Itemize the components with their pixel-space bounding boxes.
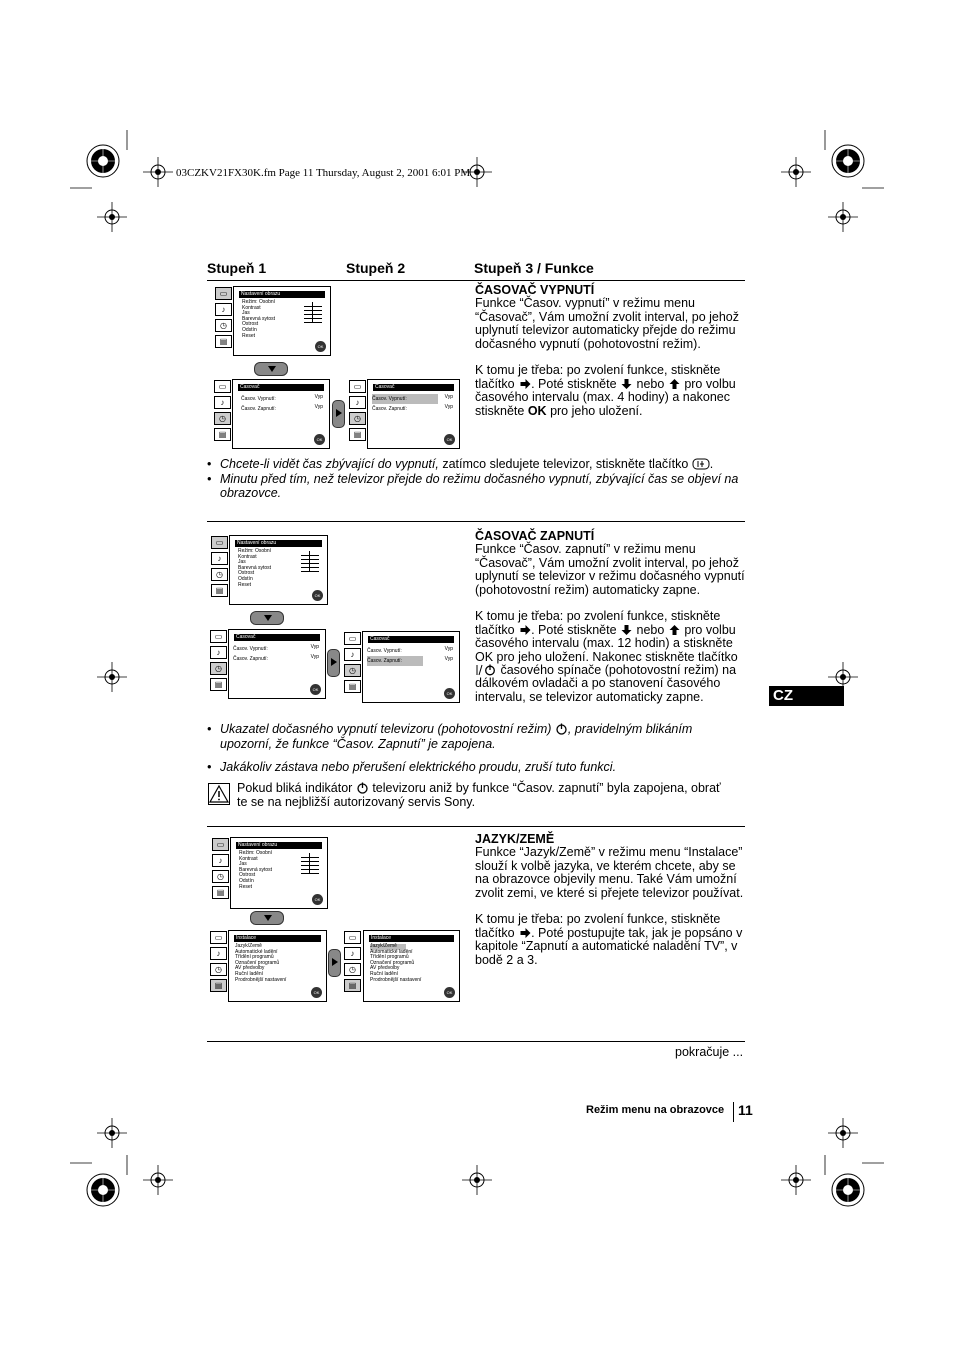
menu-item: Časov. Vypnutí:	[241, 396, 276, 402]
right-arrow-icon	[518, 624, 531, 636]
section-off-timer-text	[475, 284, 747, 418]
timer-icon: ◷	[349, 412, 366, 425]
timer-menu-screen	[228, 629, 326, 699]
menu-icon-column	[214, 380, 232, 444]
section-on-timer-notes	[207, 722, 747, 775]
bullet-item: • Minutu před tím, než televizor přejde do režimu dočasného vypnutí, zbývající čas se objeví na obrazovce.	[207, 472, 747, 501]
down-arrow-icon	[620, 624, 633, 636]
menu-item: Prodrobnější nastavení	[370, 976, 422, 983]
paragraph: K tomu je třeba: po zvolení funkce, stiskněte tlačítko . Poté stiskněte nebo pro volbu časového intervalu (max. 12 hodin) a stiskněte OK pro jeho uložení. Nakonec stiskněte tlačítko časového spínače (pohotovostní režim) na dálkovém ovladači a po stanovení časového intervalu, se televizor automaticky zapne.	[475, 609, 738, 704]
menu-icon-column	[344, 931, 362, 995]
picture-icon: ▭	[344, 931, 361, 944]
bullet-item: • Ukazatel dočasného vypnutí televizoru (pohotovostní režim) , pravidelným blikáním upozorní, že funkce “Časov. Zapnutí” je zapojena.	[207, 722, 747, 751]
picture-icon: ▭	[210, 630, 227, 643]
paragraph: Funkce “Jazyk/Země” v režimu menu “Instalace” slouží k volbě jazyka, ve kterém chcete, aby se na obrazovce objevily menu. Také Vám umožní zvolit zemi, ve které si přejete televizor používat.	[475, 845, 744, 900]
step1-heading: Stupeň 1	[207, 260, 267, 276]
install-icon: ▤	[210, 678, 227, 691]
install-icon: ▤	[344, 680, 361, 693]
right-nav-button-icon	[328, 949, 341, 977]
sound-icon: ♪	[344, 648, 361, 661]
warning-icon	[208, 783, 230, 805]
timer-icon: ◷	[212, 870, 229, 883]
footer-section-title: Režim menu na obrazovce	[586, 1104, 725, 1116]
ok-button-icon: OK	[314, 434, 325, 445]
picture-icon: ▭	[214, 380, 231, 393]
menu-item: Automatické ladění	[235, 948, 278, 955]
menu-item: Režim: Osobní	[238, 548, 272, 554]
timer-icon: ◷	[211, 568, 228, 581]
menu-value: Vyp	[310, 654, 319, 660]
divider	[207, 1041, 745, 1042]
right-arrow-icon	[518, 378, 531, 390]
menu-item: Označení programů	[370, 959, 415, 966]
menu-item: Barevná sytost	[242, 315, 276, 322]
sound-icon: ♪	[344, 947, 361, 960]
ok-button-icon: OK	[312, 590, 323, 601]
ok-button-icon: OK	[315, 341, 326, 352]
paragraph: Funkce “Časov. zapnutí” v režimu menu “Časovač”, Vám umožní zvolit interval, po jehož uplynutí se televizor v režimu dočasného vypnutí (pohotovostní režim) automaticky zapne.	[475, 542, 745, 597]
install-icon: ▤	[344, 979, 361, 992]
picture-icon: ▭	[211, 536, 228, 549]
ok-button-icon: OK	[311, 987, 322, 998]
up-arrow-icon	[668, 378, 681, 390]
menu-item: Kontrast	[239, 855, 258, 862]
paragraph: K tomu je třeba: po zvolení funkce, stiskněte tlačítko . Poté postupujte tak, jak je popsáno v kapitole “Zapnutí a automatické naladění TV”, v bodě 2 a 3.	[475, 912, 743, 967]
menu-items	[242, 300, 275, 339]
timer-menu-screen-selected	[362, 631, 460, 703]
timer-icon: ◷	[344, 963, 361, 976]
picture-icon: ▭	[212, 838, 229, 851]
timer-icon: ◷	[214, 412, 231, 425]
menu-item: Ruční ladění	[235, 970, 264, 977]
standby-icon	[356, 782, 369, 794]
up-arrow-icon	[668, 624, 681, 636]
bullet-item: • Jakákoliv zástava nebo přerušení elektrického proudu, zruší tuto funkci.	[207, 760, 747, 775]
menu-item: Reset	[239, 883, 253, 890]
install-icon: ▤	[210, 979, 227, 992]
file-header: 03CZKV21FX30K.fm Page 11 Thursday, August 2, 2001 6:01 PM	[176, 167, 471, 179]
sound-icon: ♪	[212, 854, 229, 867]
menu-value: Vyp	[310, 644, 319, 650]
right-nav-button-icon	[327, 649, 340, 677]
picture-menu-screen	[230, 837, 328, 909]
picture-menu-screen	[229, 535, 328, 605]
sound-icon: ♪	[211, 552, 228, 565]
menu-title: Časovač	[373, 384, 454, 391]
menu-item: Barevná sytost	[239, 866, 273, 873]
menu-item: Třídění programů	[370, 954, 409, 961]
menu-title: Nastavení obrazu	[236, 842, 322, 849]
menu-item: Časov. Zapnutí:	[372, 406, 407, 412]
install-icon: ▤	[215, 335, 232, 348]
info-button-icon	[692, 458, 710, 470]
menu-title: Instalace	[234, 935, 321, 942]
menu-icon-column	[212, 838, 230, 902]
menu-title: Nastavení obrazu	[235, 540, 322, 547]
menu-item: Jas	[242, 310, 250, 317]
menu-item: Ostrost	[239, 872, 256, 879]
menu-icon-column	[210, 931, 228, 995]
menu-value: Vyp	[444, 646, 453, 652]
slider-marks	[301, 854, 319, 874]
menu-title: Instalace	[369, 935, 454, 942]
menu-item: Režim: Osobní	[239, 850, 273, 856]
sound-icon: ♪	[349, 396, 366, 409]
menu-icon-column	[349, 380, 367, 444]
paragraph: K tomu je třeba: po zvolení funkce, stiskněte tlačítko . Poté stiskněte nebo pro volbu časového intervalu (max. 4 hodiny) a nakonec stiskněte OK pro jeho uložení.	[475, 363, 736, 418]
timer-icon: ◷	[210, 662, 227, 675]
ok-button-icon: OK	[444, 434, 455, 445]
continued-label: pokračuje ...	[675, 1045, 744, 1059]
sound-icon: ♪	[210, 947, 227, 960]
timer-icon: ◷	[344, 664, 361, 677]
menu-item: Barevná sytost	[238, 564, 272, 571]
install-icon: ▤	[214, 428, 231, 441]
timer-menu-screen	[232, 379, 330, 449]
install-icon: ▤	[211, 584, 228, 597]
menu-item: Jazyk/Země	[235, 943, 262, 949]
menu-item: AV předvolby	[235, 965, 265, 972]
menu-item: Odstín	[242, 326, 257, 333]
section-title: ČASOVAČ VYPNUTÍ	[475, 283, 595, 297]
install-icon: ▤	[212, 886, 229, 899]
right-arrow-icon	[518, 927, 531, 939]
menu-item-highlighted: Časov. Zapnutí:	[367, 656, 423, 666]
menu-title: Časovač	[368, 636, 454, 643]
menu-item: Odstín	[239, 877, 254, 884]
sound-icon: ♪	[214, 396, 231, 409]
timer-icon: ◷	[210, 963, 227, 976]
menu-value: Vyp	[444, 656, 453, 662]
menu-item: AV předvolby	[370, 965, 400, 972]
menu-item: Reset	[242, 332, 256, 339]
down-nav-button-icon	[250, 611, 284, 625]
install-icon: ▤	[349, 428, 366, 441]
down-arrow-icon	[620, 378, 633, 390]
page-number: 11	[738, 1102, 753, 1118]
picture-icon: ▭	[215, 287, 232, 300]
menu-value: Vyp	[314, 404, 323, 410]
menu-title: Časovač	[234, 634, 320, 641]
menu-item: Časov. Vypnutí:	[367, 648, 402, 654]
install-menu-screen	[228, 930, 327, 1002]
step2-heading: Stupeň 2	[346, 260, 406, 276]
menu-icon-column	[210, 630, 228, 694]
section-title: ČASOVAČ ZAPNUTÍ	[475, 529, 595, 543]
down-nav-button-icon	[254, 362, 288, 376]
ok-button-icon: OK	[312, 894, 323, 905]
timer-icon: ◷	[215, 319, 232, 332]
menu-icon-column	[344, 632, 362, 696]
slider-marks	[304, 303, 322, 323]
section-off-timer-notes	[207, 457, 747, 501]
footer-divider	[733, 1102, 734, 1122]
warning-text: Pokud bliká indikátor televizoru aniž by funkce “Časov. zapnutí” byla zapojena, obrať te se na nejbližší autorizovaný servis Sony.	[237, 781, 721, 809]
picture-icon: ▭	[210, 931, 227, 944]
ok-button-icon: OK	[310, 684, 321, 695]
menu-item: Ostrost	[238, 570, 255, 577]
menu-item: Automatické ladění	[370, 948, 413, 955]
sound-icon: ♪	[210, 646, 227, 659]
paragraph: Funkce “Časov. vypnutí” v režimu menu “Časovač”, Vám umožní zvolit interval, po jehož uplynutí televizor automaticky přejde do režimu dočasného vypnutí (pohotovostní režim).	[475, 296, 739, 351]
menu-item: Třídění programů	[235, 954, 274, 961]
ok-button-icon: OK	[444, 987, 455, 998]
picture-menu-screen	[233, 286, 331, 356]
divider	[207, 280, 745, 281]
menu-item: Časov. Vypnutí:	[233, 646, 268, 652]
down-nav-button-icon	[250, 911, 284, 925]
menu-item: Kontrast	[238, 553, 257, 560]
divider	[207, 826, 745, 827]
menu-item: Ostrost	[242, 321, 259, 328]
menu-title: Časovač	[238, 384, 324, 391]
menu-value: Vyp	[314, 394, 323, 400]
bullet-item: • Chcete-li vidět čas zbývající do vypnutí, zatímco sledujete televizor, stiskněte tlačítko .	[207, 457, 747, 472]
standby-timer-icon	[475, 664, 497, 676]
menu-item: Označení programů	[235, 959, 280, 966]
picture-icon: ▭	[349, 380, 366, 393]
menu-value: Vyp	[444, 394, 453, 400]
menu-item-highlighted: Časov. Vypnutí:	[372, 394, 438, 404]
menu-item: Reset	[238, 581, 252, 588]
right-nav-button-icon	[332, 400, 345, 428]
section-on-timer-text	[475, 530, 747, 704]
menu-icon-column	[211, 536, 229, 600]
step3-heading: Stupeň 3 / Funkce	[474, 260, 594, 276]
timer-menu-screen-selected	[367, 379, 460, 449]
section-title: JAZYK/ZEMĚ	[475, 832, 555, 846]
sound-icon: ♪	[215, 303, 232, 316]
slider-marks	[301, 552, 319, 572]
menu-item: Jas	[238, 559, 246, 566]
menu-item: Ruční ladění	[370, 970, 399, 977]
install-menu-screen-selected	[363, 930, 460, 1002]
menu-item: Časov. Zapnutí:	[233, 656, 268, 662]
standby-icon	[555, 723, 568, 735]
menu-item: Jas	[239, 861, 247, 868]
section-language-text	[475, 833, 747, 967]
menu-item: Časov. Zapnutí:	[241, 406, 276, 412]
language-tab: CZ	[769, 686, 844, 706]
menu-item: Odstín	[238, 575, 253, 582]
divider	[207, 521, 745, 522]
menu-item: Kontrast	[242, 304, 261, 311]
menu-item: Režim: Osobní	[242, 299, 276, 305]
menu-item: Prodrobnější nastavení	[235, 976, 287, 983]
ok-button-icon: OK	[444, 688, 455, 699]
menu-title: Nastavení obrazu	[239, 291, 325, 298]
menu-value: Vyp	[444, 404, 453, 410]
menu-item-highlighted: Jazyk/Země	[370, 944, 406, 950]
menu-icon-column	[215, 287, 233, 351]
picture-icon: ▭	[344, 632, 361, 645]
